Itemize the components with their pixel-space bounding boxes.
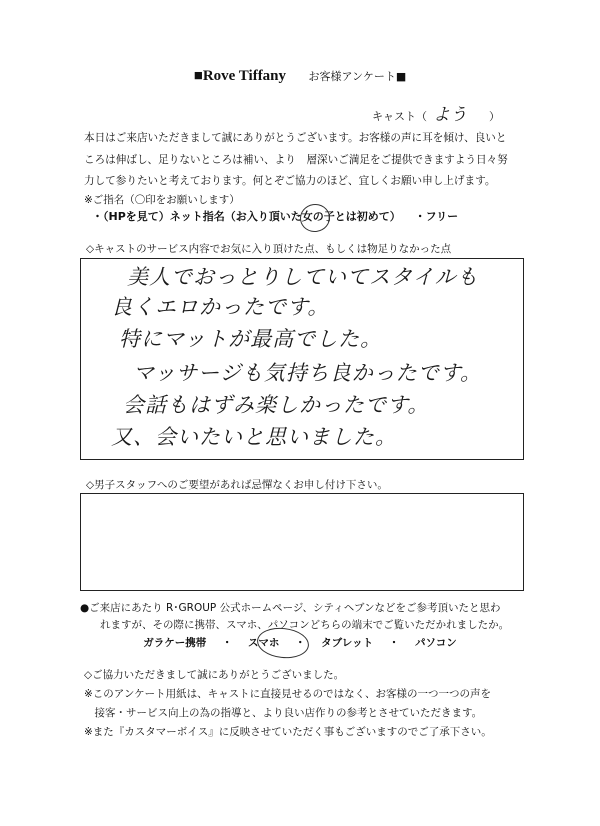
device-separator: ・ <box>295 637 306 649</box>
selection-circle <box>298 202 332 234</box>
cast-label-close: ） <box>489 110 500 123</box>
q1-answer-box[interactable] <box>80 258 524 460</box>
intro-paragraph <box>84 128 524 193</box>
intro-line: 力して参りたいと考えております。何とぞご協力のほど、宜しくお願い申し上げます。 <box>84 175 496 187</box>
q1-label: ◇キャストのサービス内容でお気に入り頂けた点、もしくは物足りなかった点 <box>86 243 452 255</box>
handwritten-line: 美人でおっとりしていてスタイルも <box>127 265 479 289</box>
survey-subtitle: お客様アンケート■ <box>308 70 407 83</box>
nomination-option-net[interactable]: ・（HPを見て）ネット指名（お入り頂いた女の子とは初めて） <box>92 210 401 223</box>
device-option-feature-phone[interactable]: ガラケー携帯 <box>143 637 207 649</box>
cast-label: キャスト（ <box>372 110 427 123</box>
handwritten-line: マッサージも気持ち良かったです。 <box>133 361 483 385</box>
intro-line: ころは伸ばし、足りないところは補い、より 層深いご満足をご提供できますよう日々努 <box>84 153 508 166</box>
handwritten-line: 又、会いたいと思いました。 <box>111 425 397 449</box>
footer-thanks: ◇ご協力いただきまして誠にありがとうございました。 <box>84 669 345 681</box>
brand-name: ■Rove Tiffany <box>193 68 287 84</box>
footer-note: ※また『カスタマーボイス』に反映させていただく事もございますのでご了承下さい。 <box>84 726 492 738</box>
handwritten-line: 会話もはずみ楽しかったです。 <box>123 393 430 417</box>
device-option-tablet[interactable]: タブレット <box>321 637 374 649</box>
device-option-pc[interactable]: パソコン <box>414 637 457 649</box>
survey-title <box>0 68 600 85</box>
device-separator: ・ <box>221 637 233 649</box>
q2-answer-box[interactable] <box>80 493 524 591</box>
handwritten-line: 特にマットが最高でした。 <box>119 327 383 351</box>
cast-field <box>372 100 500 125</box>
intro-line: 本日はご来店いただきまして誠にありがとうございます。お客様の声に耳を傾け、良いと <box>84 132 507 144</box>
q2-label: ◇男子スタッフへのご要望があれば忌憚なくお申し付け下さい。 <box>86 479 388 491</box>
nomination-label: ※ご指名（〇印をお願いします） <box>84 194 240 206</box>
device-option-smartphone[interactable]: スマホ <box>248 637 280 649</box>
q3-line-1: ●ご来店にあたり R･GROUP 公式ホームページ、シティヘブンなどをご参考頂いたと思わ <box>80 602 501 614</box>
nomination-options <box>92 208 468 224</box>
handwritten-line: 良くエロかったです。 <box>111 295 330 319</box>
footer-note: 接客・サービス向上の為の指導と、より良い店作りの参考とさせていただきます。 <box>84 707 483 719</box>
device-separator: ・ <box>388 637 400 649</box>
q3-line-2: れますが、その際に携帯、スマホ、パソコンどちらの端末でご覧いただかれましたか。 <box>100 619 510 631</box>
cast-name-handwritten: よう <box>433 105 467 125</box>
nomination-option-free[interactable]: ・フリー <box>414 210 459 223</box>
footer-note: ※このアンケート用紙は、キャストに直接見せるのではなく、お客様の一つ一つの声を <box>84 688 491 700</box>
